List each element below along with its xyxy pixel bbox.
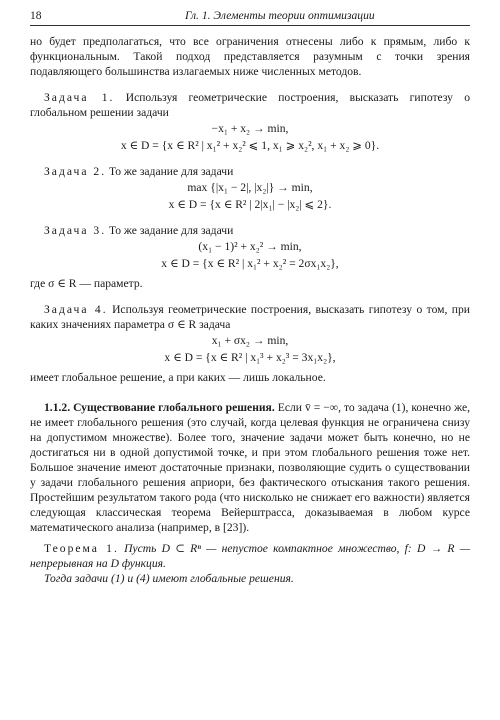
chapter-title: Гл. 1. Элементы теории оптимизации — [185, 9, 375, 22]
task-4-text: Используя геометрические построения, высказать гипотезу о том, при каких значениях параметра σ ∈ R задача — [30, 303, 471, 331]
task-3-equation-constraint: x ∈ D = {x ∈ R² | x₁² + x₂² = 2σx₁x₂}, — [161, 257, 339, 270]
task-4-equation-objective: x₁ + σx₂ → min, — [211, 334, 289, 347]
page-header — [30, 8, 470, 26]
task-2-equation-objective: max {|x₁ − 2|, |x₂|} → min, — [187, 181, 313, 194]
section-paragraph — [30, 400, 470, 535]
task-4-label: Задача 4. — [44, 303, 108, 316]
theorem-1-conclusion: Тогда задачи (1) и (4) имеют глобальные решения. — [44, 572, 294, 585]
theorem-1-label: Теорема 1. — [44, 542, 119, 555]
task-3-equation-objective: (x₁ − 1)² + x₂² → min, — [198, 240, 302, 253]
task-1-text: Используя геометрические построения, высказать гипотезу о глобальном решении задачи — [30, 91, 470, 119]
task-2-label: Задача 2. — [44, 165, 107, 178]
task-4 — [30, 302, 470, 332]
task-1-equation-objective: −x₁ + x₂ → min, — [211, 122, 289, 135]
task-3-parameter-note: где σ ∈ R — параметр. — [30, 277, 143, 290]
task-1-equation-constraint: x ∈ D = {x ∈ R² | x₁² + x₂² ⩽ 1, x₁ ⩾ x₂², x₁ + x₂ ⩾ 0}. — [120, 139, 380, 152]
page-content — [30, 34, 470, 586]
task-3 — [30, 223, 470, 238]
theorem-1 — [30, 541, 470, 571]
section-title: 1.1.2. Существование глобального решения. — [44, 401, 275, 414]
theorem-1-text: Пусть D ⊂ Rⁿ — непустое компактное множество, f: D → R — непрерывная на D функция. — [30, 542, 470, 570]
task-2-text: То же задание для задачи — [109, 165, 234, 178]
page-number: 18 — [30, 9, 42, 22]
task-1-label: Задача 1. — [44, 91, 115, 104]
section-text: Если v̄ = −∞, то задача (1), конечно же, не имеет глобального решения (это случай, когда целевая функция не ограничена снизу на допустимом множестве). Более того, значение задачи может быть конечно, но не достигаться ни в одной допустимой точке, и при этом глобального решения тоже нет. Большое значение имеют достаточные признаки, позволяющие судить о существовании у задачи глобального решения априори, без фактического отыскания такого решения. Простейшим результатом такого рода (что нисколько не снижает его важности) является следующая классическая теорема Вейерштрасса, доказываемая в любом курсе математического анализа (например, в [23]). — [30, 401, 470, 534]
task-3-label: Задача 3. — [44, 224, 107, 237]
task-1 — [30, 90, 470, 120]
intro-paragraph: но будет предполагаться, что все ограничения отнесены либо к прямым, либо к функциональным. Такой подход представляется разумным с точки зрения подавляющего большинства излагаемых ниже численных методов. — [30, 35, 470, 78]
task-4-equation-constraint: x ∈ D = {x ∈ R² | x₁³ + x₂³ = 3x₁x₂}, — [164, 351, 336, 364]
task-4-conclusion: имеет глобальное решение, а при каких — лишь локальное. — [30, 371, 326, 384]
task-3-text: То же задание для задачи — [109, 224, 234, 237]
task-2 — [30, 164, 470, 179]
task-2-equation-constraint: x ∈ D = {x ∈ R² | 2|x₁| − |x₂| ⩽ 2}. — [168, 198, 332, 211]
